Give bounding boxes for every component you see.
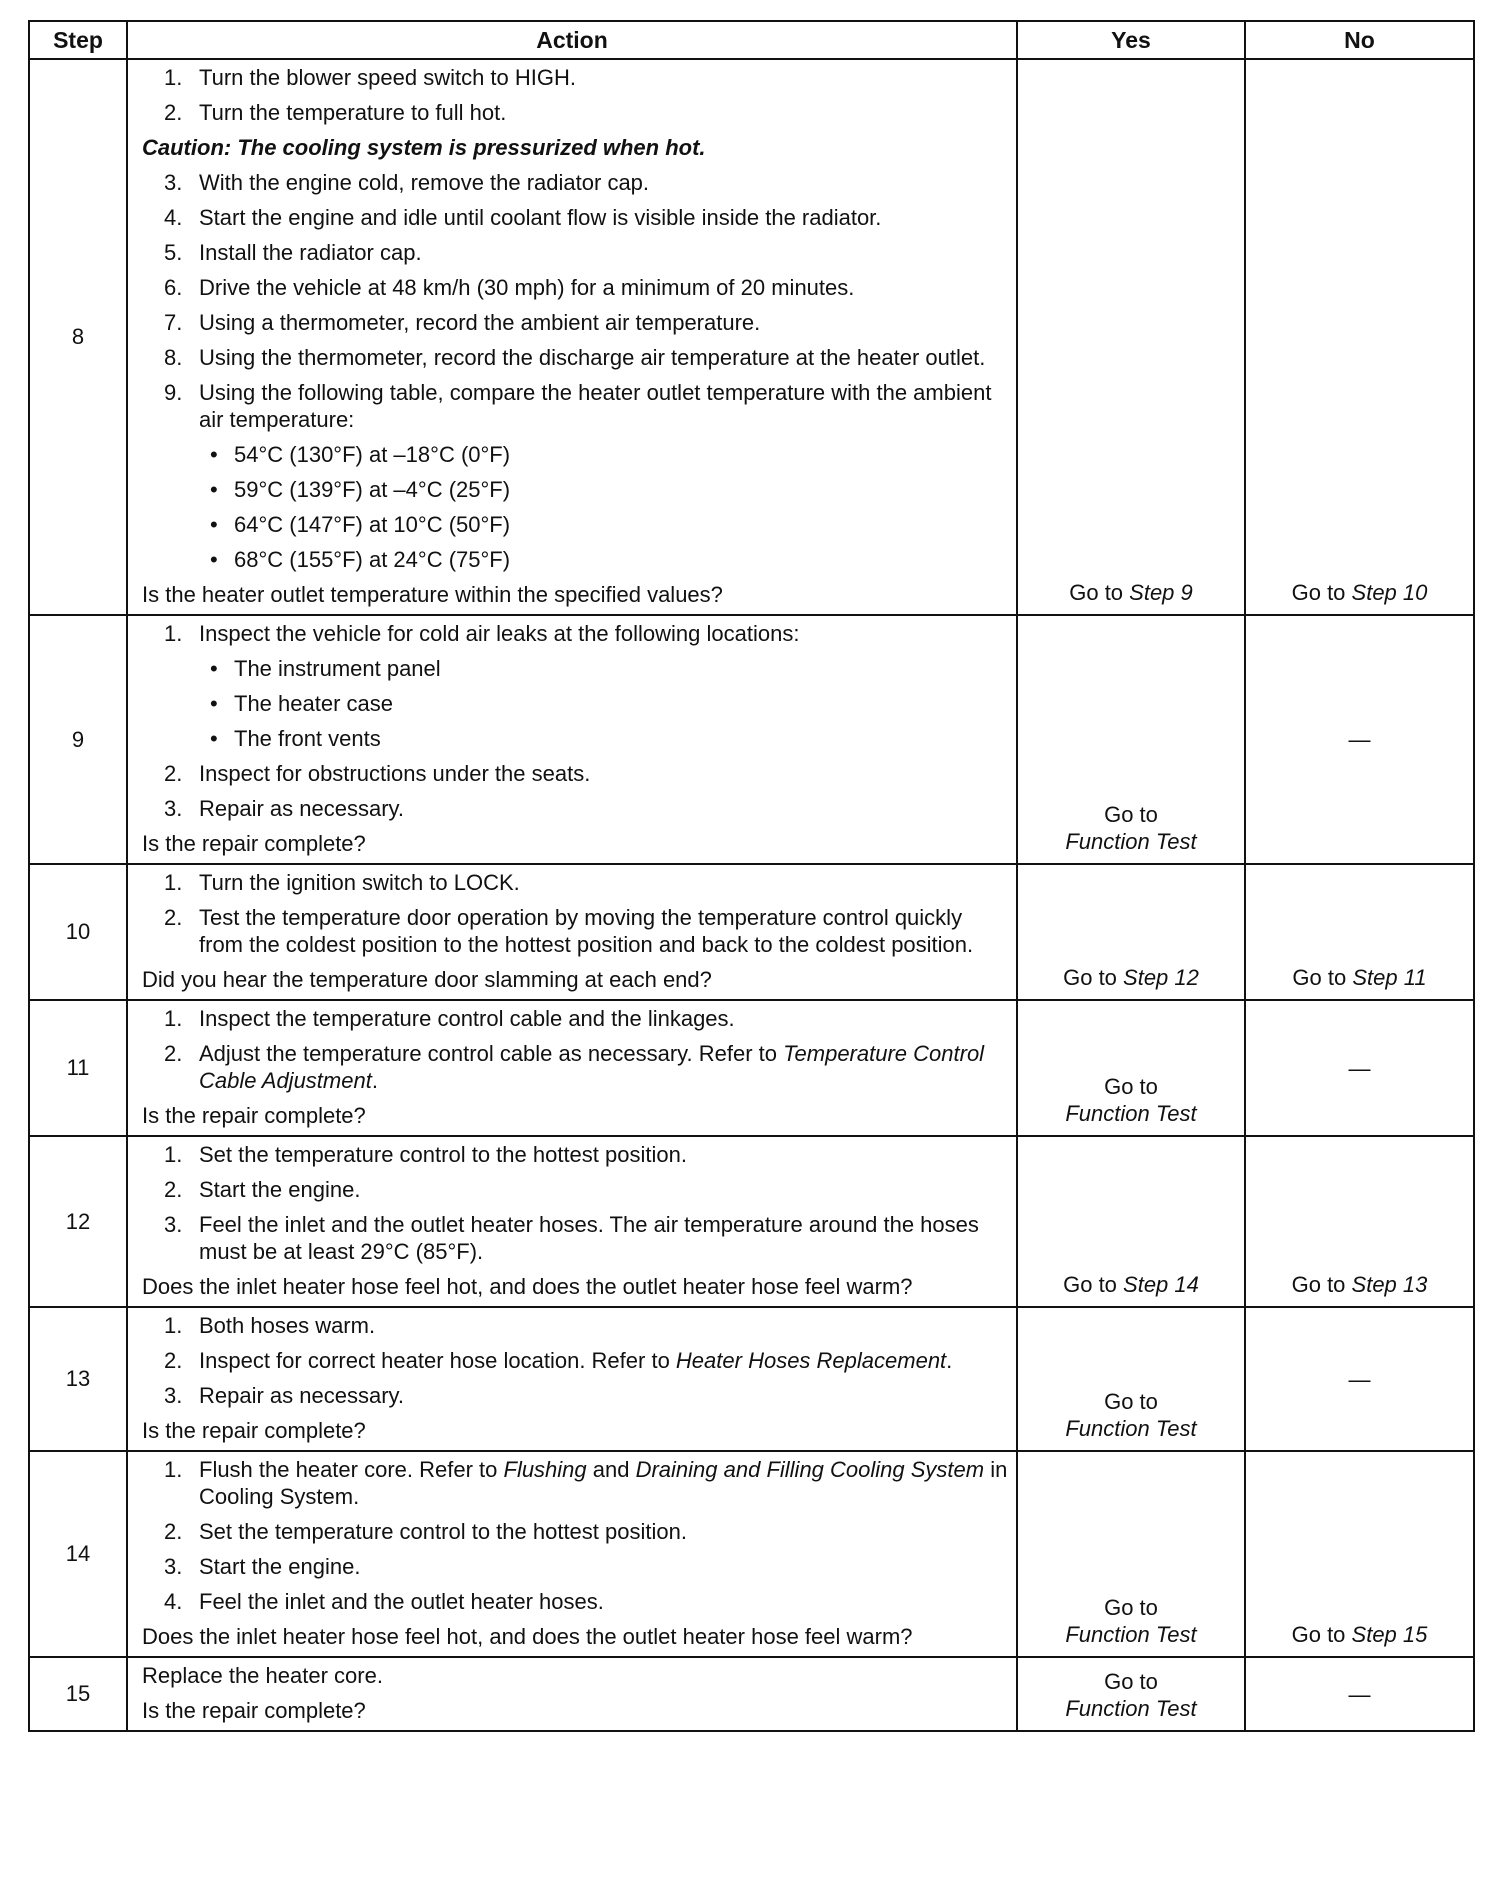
- item-text: Install the radiator cap.: [199, 240, 422, 265]
- question-text: Is the heater outlet temperature within the specified values?: [142, 582, 723, 607]
- dash: —: [1348, 1681, 1371, 1707]
- question-text: Did you hear the temperature door slamming at each end?: [142, 967, 712, 992]
- bullet-item: [142, 511, 1008, 538]
- bullet-text: The instrument panel: [234, 656, 441, 681]
- item-text: Drive the vehicle at 48 km/h (30 mph) for a minimum of 20 minutes.: [199, 275, 855, 300]
- step-number: 14: [29, 1451, 127, 1657]
- question-text: Is the repair complete?: [142, 1698, 366, 1723]
- bullet-icon: •: [210, 656, 218, 681]
- item-text: Set the temperature control to the hottest position.: [199, 1142, 687, 1167]
- numbered-item: [142, 1347, 1008, 1374]
- no-result: [1245, 1307, 1474, 1451]
- no-result: [1245, 1136, 1474, 1307]
- yes-result: [1017, 1000, 1245, 1136]
- bullet-text: The heater case: [234, 691, 393, 716]
- item-text: Feel the inlet and the outlet heater hoses. The air temperature around the hoses must be at least 29°C (85°F).: [199, 1212, 979, 1264]
- item-number: 5.: [164, 240, 183, 265]
- header-step: Step: [29, 21, 127, 59]
- reference-link: Draining and Filling Cooling System: [635, 1457, 985, 1482]
- no-result: [1245, 864, 1474, 1000]
- step-number: 12: [29, 1136, 127, 1307]
- numbered-item: [142, 1518, 1008, 1545]
- go-to-label: Go to: [1104, 1595, 1158, 1620]
- action-cell: [127, 1000, 1017, 1136]
- item-number: 2.: [164, 1177, 183, 1202]
- header-action: Action: [127, 21, 1017, 59]
- item-text: Inspect the vehicle for cold air leaks at the following locations:: [199, 621, 800, 646]
- item-number: 1.: [164, 1457, 183, 1482]
- action-cell: [127, 1136, 1017, 1307]
- bullet-item: [142, 441, 1008, 468]
- item-number: 1.: [164, 1006, 183, 1031]
- bullet-text: 64°C (147°F) at 10°C (50°F): [234, 512, 511, 537]
- item-text: Start the engine.: [199, 1554, 361, 1579]
- step-number: 8: [29, 59, 127, 615]
- header-no: No: [1245, 21, 1474, 59]
- reference-link: Flushing: [503, 1457, 587, 1482]
- numbered-item: [142, 1040, 1008, 1094]
- yes-result: [1017, 1657, 1245, 1731]
- item-text: Inspect for correct heater hose location. Refer to Heater Hoses Replacement.: [199, 1348, 953, 1373]
- numbered-item: [142, 795, 1008, 822]
- step-number: 10: [29, 864, 127, 1000]
- question-text: Is the repair complete?: [142, 1418, 366, 1443]
- reference-link: Function Test: [1065, 1101, 1197, 1126]
- numbered-item: [142, 239, 1008, 266]
- item-text: Turn the blower speed switch to HIGH.: [199, 65, 577, 90]
- bullet-item: [142, 546, 1008, 573]
- step-number: 11: [29, 1000, 127, 1136]
- table-row: [29, 864, 1474, 1000]
- no-result: [1245, 1657, 1474, 1731]
- dash: —: [1348, 1366, 1371, 1392]
- reference-link: Step 9: [1129, 580, 1193, 605]
- item-text: Start the engine.: [199, 1177, 361, 1202]
- go-to-label: Go to: [1063, 1272, 1124, 1297]
- yes-result: [1017, 1451, 1245, 1657]
- bullet-text: The front vents: [234, 726, 381, 751]
- item-number: 6.: [164, 275, 183, 300]
- item-text: Turn the temperature to full hot.: [199, 100, 507, 125]
- dash: —: [1348, 727, 1371, 752]
- item-number: 1.: [164, 1142, 183, 1167]
- item-text: Both hoses warm.: [199, 1313, 376, 1338]
- go-to-label: Go to: [1292, 965, 1353, 990]
- question-text: Is the repair complete?: [142, 1103, 366, 1128]
- numbered-item: [142, 1211, 1008, 1265]
- item-number: 2.: [164, 1041, 183, 1066]
- caution-note: Caution: The cooling system is pressurized when hot.: [142, 135, 706, 160]
- item-number: 1.: [164, 621, 183, 646]
- numbered-item: [142, 904, 1008, 958]
- item-text: Using the thermometer, record the discharge air temperature at the heater outlet.: [199, 345, 986, 370]
- item-number: 1.: [164, 65, 183, 90]
- go-to-label: Go to: [1291, 580, 1352, 605]
- action-cell: [127, 615, 1017, 864]
- reference-link: Temperature Control Cable Adjustment: [199, 1041, 985, 1093]
- numbered-item: [142, 1553, 1008, 1580]
- numbered-item: [142, 1312, 1008, 1339]
- numbered-item: [142, 1456, 1008, 1510]
- item-number: 1.: [164, 870, 183, 895]
- yes-result: [1017, 59, 1245, 615]
- numbered-item: [142, 760, 1008, 787]
- item-number: 4.: [164, 1589, 183, 1614]
- reference-link: Function Test: [1065, 829, 1197, 854]
- go-to-label: Go to: [1104, 802, 1158, 827]
- table-row: [29, 1451, 1474, 1657]
- item-number: 3.: [164, 170, 183, 195]
- yes-result: [1017, 1307, 1245, 1451]
- item-number: 7.: [164, 310, 183, 335]
- table-row: [29, 59, 1474, 615]
- action-text: Replace the heater core.: [142, 1663, 383, 1688]
- item-number: 3.: [164, 1212, 183, 1237]
- item-number: 3.: [164, 1554, 183, 1579]
- question-text: Is the repair complete?: [142, 831, 366, 856]
- item-text: Turn the ignition switch to LOCK.: [199, 870, 520, 895]
- reference-link: Step 12: [1123, 965, 1199, 990]
- yes-result: [1017, 1136, 1245, 1307]
- item-number: 2.: [164, 1348, 183, 1373]
- go-to-label: Go to: [1104, 1074, 1158, 1099]
- table-body: [29, 59, 1474, 1731]
- item-text: Feel the inlet and the outlet heater hoses.: [199, 1589, 604, 1614]
- numbered-item: [142, 309, 1008, 336]
- no-result: [1245, 1451, 1474, 1657]
- no-result: [1245, 59, 1474, 615]
- reference-link: Step 11: [1352, 965, 1427, 990]
- item-text: Using the following table, compare the heater outlet temperature with the ambient air temperature:: [199, 380, 992, 432]
- go-to-label: Go to: [1104, 1669, 1158, 1694]
- table-row: [29, 615, 1474, 864]
- bullet-text: 59°C (139°F) at –4°C (25°F): [234, 477, 511, 502]
- item-number: 9.: [164, 380, 183, 405]
- go-to-label: Go to: [1291, 1272, 1352, 1297]
- numbered-item: [142, 344, 1008, 371]
- action-cell: [127, 59, 1017, 615]
- numbered-item: [142, 869, 1008, 896]
- item-number: 2.: [164, 905, 183, 930]
- step-number: 13: [29, 1307, 127, 1451]
- numbered-item: [142, 1005, 1008, 1032]
- action-cell: [127, 1657, 1017, 1731]
- item-text: Flush the heater core. Refer to Flushing and Draining and Filling Cooling System in Cooling System.: [199, 1457, 1008, 1509]
- no-result: [1245, 1000, 1474, 1136]
- numbered-item: [142, 169, 1008, 196]
- item-text: Start the engine and idle until coolant flow is visible inside the radiator.: [199, 205, 882, 230]
- diagnostic-table-sheet: [28, 20, 1473, 1732]
- bullet-icon: •: [210, 477, 218, 502]
- table-row: [29, 1136, 1474, 1307]
- reference-link: Heater Hoses Replacement: [675, 1348, 947, 1373]
- bullet-text: 68°C (155°F) at 24°C (75°F): [234, 547, 511, 572]
- header-yes: Yes: [1017, 21, 1245, 59]
- bullet-icon: •: [210, 512, 218, 537]
- reference-link: Function Test: [1065, 1416, 1197, 1441]
- diagnostic-table: [28, 20, 1475, 1732]
- bullet-icon: •: [210, 547, 218, 572]
- numbered-item: [142, 274, 1008, 301]
- step-number: 15: [29, 1657, 127, 1731]
- reference-link: Step 15: [1351, 1622, 1428, 1647]
- numbered-item: [142, 1141, 1008, 1168]
- item-text: Adjust the temperature control cable as necessary. Refer to Temperature Control Cable Adjustment.: [199, 1041, 985, 1093]
- bullet-icon: •: [210, 442, 218, 467]
- numbered-item: [142, 1382, 1008, 1409]
- reference-link: Step 13: [1351, 1272, 1428, 1297]
- item-number: 1.: [164, 1313, 183, 1338]
- go-to-label: Go to: [1291, 1622, 1352, 1647]
- bullet-text: 54°C (130°F) at –18°C (0°F): [234, 442, 511, 467]
- action-cell: [127, 864, 1017, 1000]
- bullet-item: [142, 655, 1008, 682]
- item-text: Inspect for obstructions under the seats.: [199, 761, 591, 786]
- go-to-label: Go to: [1063, 965, 1124, 990]
- item-number: 3.: [164, 796, 183, 821]
- item-number: 2.: [164, 100, 183, 125]
- item-text: Repair as necessary.: [199, 796, 405, 821]
- item-number: 3.: [164, 1383, 183, 1408]
- header-row: [29, 21, 1474, 59]
- go-to-label: Go to: [1069, 580, 1130, 605]
- item-text: Inspect the temperature control cable and the linkages.: [199, 1006, 735, 1031]
- table-row: [29, 1657, 1474, 1731]
- item-text: Set the temperature control to the hottest position.: [199, 1519, 687, 1544]
- item-text: Using a thermometer, record the ambient air temperature.: [199, 310, 761, 335]
- numbered-item: [142, 99, 1008, 126]
- action-cell: [127, 1307, 1017, 1451]
- numbered-item: [142, 64, 1008, 91]
- reference-link: Step 10: [1351, 580, 1428, 605]
- question-text: Does the inlet heater hose feel hot, and does the outlet heater hose feel warm?: [142, 1274, 913, 1299]
- reference-link: Function Test: [1065, 1696, 1197, 1721]
- item-number: 8.: [164, 345, 183, 370]
- item-number: 2.: [164, 1519, 183, 1544]
- table-row: [29, 1307, 1474, 1451]
- numbered-item: [142, 620, 1008, 647]
- yes-result: [1017, 864, 1245, 1000]
- numbered-item: [142, 204, 1008, 231]
- step-number: 9: [29, 615, 127, 864]
- question-text: Does the inlet heater hose feel hot, and does the outlet heater hose feel warm?: [142, 1624, 913, 1649]
- reference-link: Function Test: [1065, 1622, 1197, 1647]
- bullet-item: [142, 476, 1008, 503]
- item-text: Test the temperature door operation by moving the temperature control quickly from the coldest position to the hottest position and back to the coldest position.: [199, 905, 974, 957]
- bullet-item: [142, 690, 1008, 717]
- yes-result: [1017, 615, 1245, 864]
- dash: —: [1348, 1055, 1371, 1081]
- numbered-item: [142, 1588, 1008, 1615]
- item-text: With the engine cold, remove the radiator cap.: [199, 170, 650, 195]
- no-result: [1245, 615, 1474, 864]
- bullet-icon: •: [210, 726, 218, 751]
- item-text: Repair as necessary.: [199, 1383, 405, 1408]
- bullet-icon: •: [210, 691, 218, 716]
- item-number: 2.: [164, 761, 183, 786]
- bullet-item: [142, 725, 1008, 752]
- table-row: [29, 1000, 1474, 1136]
- item-number: 4.: [164, 205, 183, 230]
- reference-link: Step 14: [1123, 1272, 1199, 1297]
- go-to-label: Go to: [1104, 1389, 1158, 1414]
- numbered-item: [142, 1176, 1008, 1203]
- action-cell: [127, 1451, 1017, 1657]
- numbered-item: [142, 379, 1008, 433]
